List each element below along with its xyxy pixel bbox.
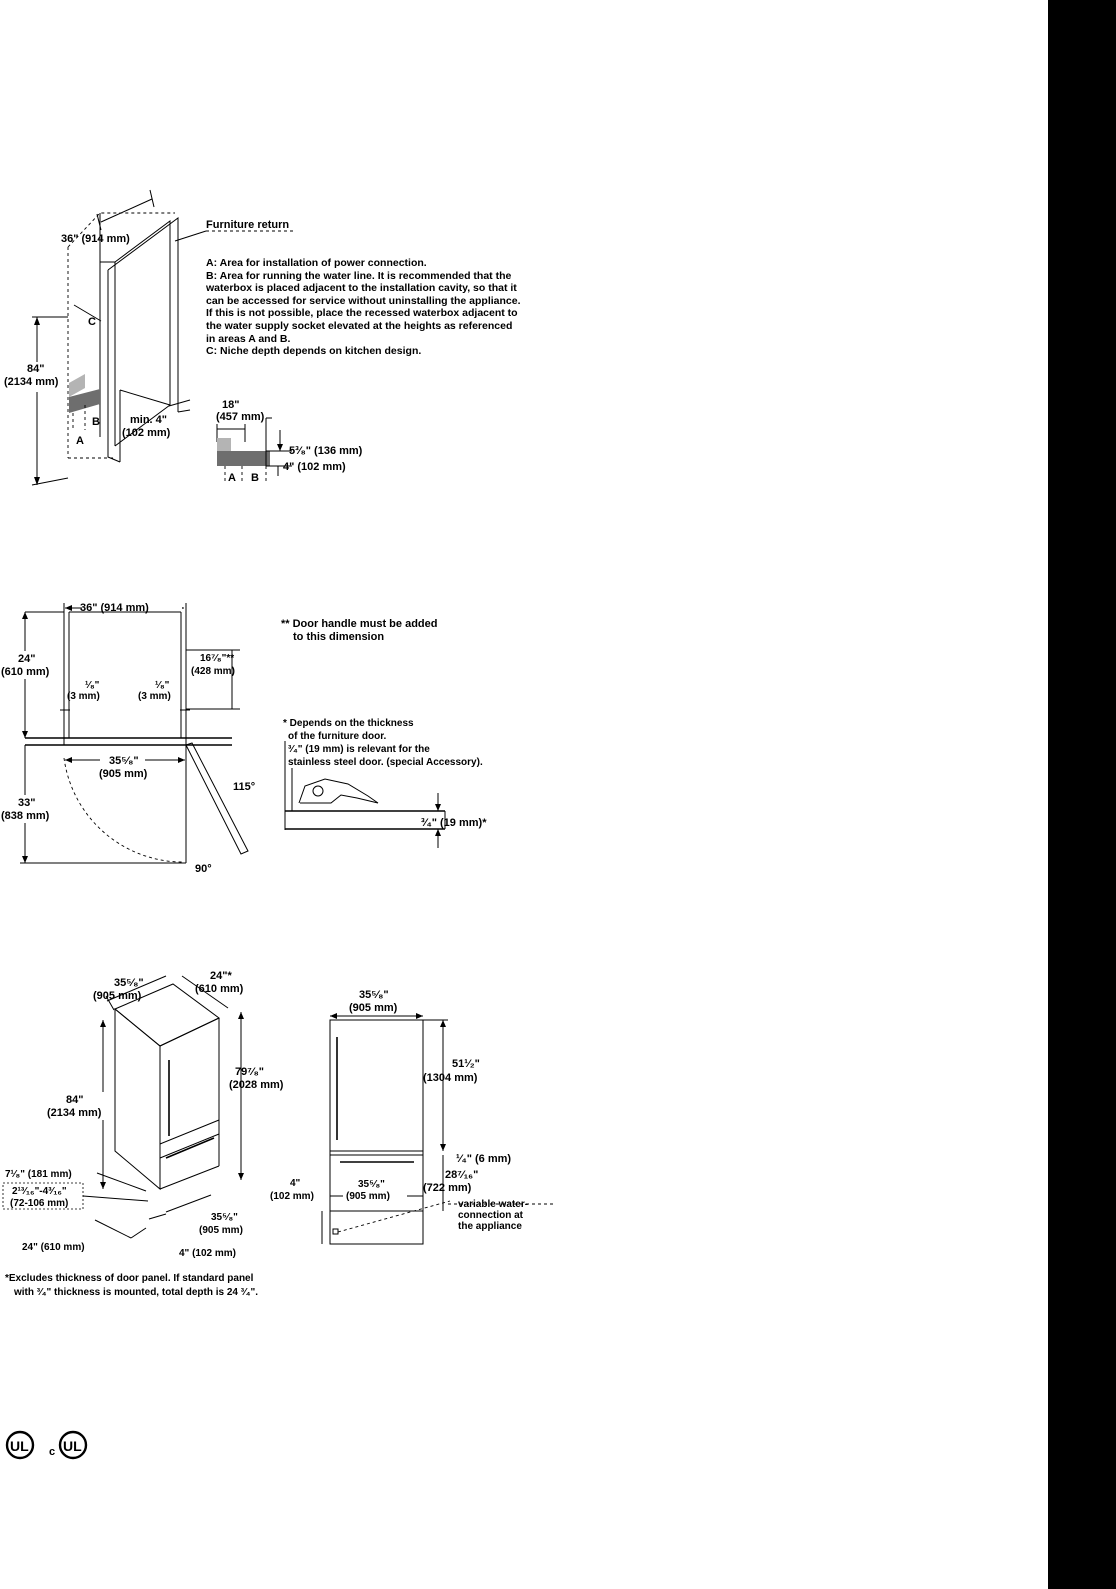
note-b-line-5: the water supply socket elevated at the heights as referenced: [206, 319, 513, 332]
door-depth-mm: (428 mm): [191, 666, 235, 677]
angle-115-label: 115°: [233, 781, 256, 793]
lower-height-mm: (722 mm): [423, 1182, 472, 1194]
iso-width-mm: (905 mm): [93, 990, 142, 1002]
depends-note-4: stainless steel door. (special Accessory).: [288, 757, 483, 768]
leg-adjust-mm: (72-106 mm): [10, 1198, 69, 1209]
leg-adjust-label: 2¹³⁄₁₆"-4³⁄₁₆": [12, 1186, 67, 1197]
iso-depth-mm: (610 mm): [195, 983, 244, 995]
gap-height-label: ¹⁄₄" (6 mm): [456, 1153, 512, 1165]
hinge-dim-label: ³⁄₄" (19 mm)*: [421, 817, 487, 829]
ul-logo-2-text: UL: [63, 1438, 82, 1454]
ul-logo-2: [49, 1432, 86, 1458]
detail-width-label: 18": [222, 399, 240, 411]
base-height-label: 7¹⁄₈" (181 mm): [5, 1169, 72, 1180]
gap-left-label: ¹⁄₈": [85, 680, 100, 691]
note-b-line-4: If this is not possible, place the recessed waterbox adjacent to: [206, 307, 518, 320]
detail-label-b: B: [251, 472, 259, 484]
upper-height-mm: (1304 mm): [423, 1072, 478, 1084]
appliance-isometric: [3, 970, 284, 1259]
cabinet-height-label: 79⁷⁄₈": [235, 1066, 264, 1078]
variable-note-2: connection at: [458, 1210, 524, 1221]
bottom-width-mm: (905 mm): [199, 1225, 243, 1236]
note-b-line-1: B: Area for running the water line. It is recommended that the: [206, 269, 512, 282]
niche-width-label: 36" (914 mm): [61, 233, 130, 245]
detail-label-a: A: [228, 472, 236, 484]
min-depth-mm: (102 mm): [122, 427, 171, 439]
front-view-diagram: [270, 989, 555, 1244]
svg-text:c: c: [49, 1446, 56, 1458]
lower-height-label: 28⁷⁄₁₆": [445, 1169, 479, 1181]
cabinet-height-mm: (2028 mm): [229, 1079, 284, 1091]
note-c: C: Niche depth depends on kitchen design.: [206, 345, 422, 358]
angle-90-label: 90°: [195, 863, 212, 875]
depends-note-2: of the furniture door.: [288, 731, 387, 742]
toe-kick-label: 4" (102 mm): [179, 1248, 236, 1259]
variable-note-1: variable water-: [458, 1199, 529, 1210]
area-a-label: A: [76, 435, 84, 447]
variable-note-3: the appliance: [458, 1221, 522, 1232]
area-b-label: B: [92, 416, 100, 428]
top-view-diagram: [0, 601, 255, 875]
depends-note-3: ³⁄₄" (19 mm) is relevant for the: [288, 744, 430, 755]
footnote-line-1: *Excludes thickness of door panel. If standard panel: [5, 1273, 254, 1284]
inner-width-mm: (905 mm): [99, 768, 148, 780]
front-left-mm: (102 mm): [270, 1191, 314, 1202]
furniture-return-label: Furniture return: [206, 219, 290, 231]
detail-height-2: 4" (102 mm): [283, 461, 346, 473]
label-c: C: [88, 316, 96, 328]
iso-depth-label: 24"*: [210, 970, 232, 982]
handle-note-2: to this dimension: [293, 631, 385, 643]
ul-logo-1-text: UL: [10, 1438, 29, 1454]
swing-label: 33": [18, 797, 36, 809]
iso-height-mm: (2134 mm): [47, 1107, 102, 1119]
detail-height-1: 5³⁄₈" (136 mm): [289, 445, 363, 457]
niche-height-label: 84": [27, 363, 45, 375]
door-depth-label: 16⁷⁄₈"**: [200, 653, 235, 664]
top-width-label: 36" (914 mm): [80, 602, 149, 614]
inner-width-label: 35⁵⁄₈": [109, 755, 139, 767]
gap-right-label: ¹⁄₈": [155, 680, 170, 691]
front-mid-label: 35⁵⁄₈": [358, 1179, 385, 1190]
swing-mm: (838 mm): [1, 810, 50, 822]
niche-diagram: [0, 190, 296, 485]
depth-footnote: [5, 1273, 258, 1298]
gap-left-mm: (3 mm): [67, 691, 100, 702]
front-width-label: 35⁵⁄₈": [359, 989, 389, 1001]
bottom-depth-label: 24" (610 mm): [22, 1242, 85, 1253]
detail-width-mm: (457 mm): [216, 411, 265, 423]
ul-logo-1: [7, 1432, 33, 1458]
min-depth-label: min. 4": [130, 414, 168, 426]
depends-note-1: * Depends on the thickness: [283, 718, 414, 729]
front-left-label: 4": [290, 1178, 301, 1189]
note-b-line-2: waterbox is placed adjacent to the installation cavity, so that it: [206, 282, 517, 295]
connection-detail: [216, 399, 363, 484]
iso-width-label: 35⁵⁄₈": [114, 977, 144, 989]
bottom-width-label: 35⁵⁄₈": [211, 1212, 238, 1223]
front-mid-mm: (905 mm): [346, 1191, 390, 1202]
note-a: A: Area for installation of power connection.: [206, 257, 427, 269]
iso-height-label: 84": [66, 1094, 84, 1106]
upper-height-label: 51¹⁄₂": [452, 1058, 480, 1070]
gap-right-mm: (3 mm): [138, 691, 171, 702]
door-notes: [281, 618, 483, 768]
note-b-line-3: can be accessed for service without uninstalling the appliance.: [206, 294, 521, 307]
front-width-mm: (905 mm): [349, 1002, 398, 1014]
niche-height-mm: (2134 mm): [4, 376, 59, 388]
depth-mm: (610 mm): [1, 666, 50, 678]
footnote-line-2: with ³⁄₄" thickness is mounted, total depth is 24 ³⁄₄".: [14, 1287, 259, 1298]
handle-note-1: ** Door handle must be added: [281, 618, 438, 630]
depth-label: 24": [18, 653, 36, 665]
note-b-line-6: in areas A and B.: [206, 332, 291, 345]
